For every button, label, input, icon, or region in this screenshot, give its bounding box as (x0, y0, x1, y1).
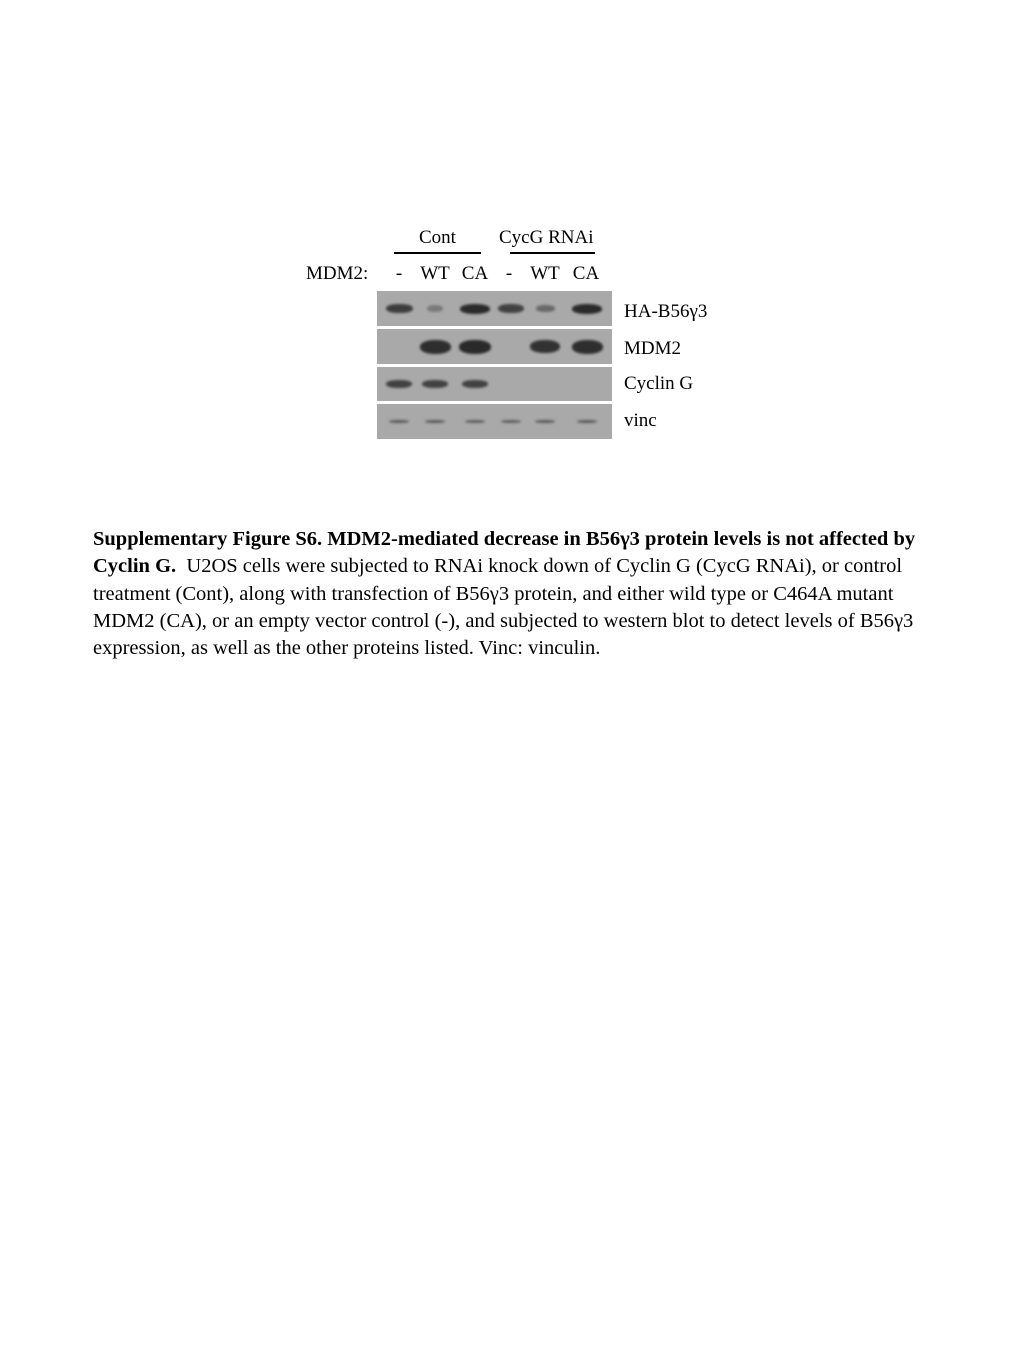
caption-title: Supplementary Figure S6. MDM2-mediated decrease in B56γ3 protein levels is not affected by Cyclin G. (93, 528, 916, 578)
protein-label-cyclin-g: Cyclin G (624, 373, 694, 394)
figure-caption (93, 526, 953, 662)
western-blot-figure (0, 0, 1024, 460)
protein-label-vinc: vinc (624, 410, 657, 431)
blot-band (422, 380, 448, 388)
blot-band (386, 380, 412, 388)
group-bracket-cycg-rnai (510, 252, 595, 254)
blot-band (577, 420, 597, 423)
blot-band (427, 305, 443, 312)
blot-panel-vinc (377, 404, 612, 439)
protein-label-ha-b56g3: HA-B56γ3 (624, 301, 708, 322)
group-bracket-cont (394, 252, 481, 254)
blot-panel-cyclin-g (377, 367, 612, 401)
group-label-cycg-rnai: CycG RNAi (499, 227, 594, 248)
blot-band (572, 304, 602, 314)
blot-band (420, 340, 451, 354)
blot-band (465, 420, 485, 423)
lane-label: - (395, 263, 403, 284)
blot-band (535, 420, 555, 423)
blot-band (386, 304, 413, 313)
blot-band (501, 420, 521, 423)
lane-label: WT (530, 263, 560, 284)
lane-label: WT (420, 263, 450, 284)
lane-label: - (505, 263, 513, 284)
blot-band (530, 340, 560, 353)
caption-body: U2OS cells were subjected to RNAi knock down of Cyclin G (CycG RNAi), or control treatment (Cont), along with transfection of B56γ3 protein, and either wild type or C464A mutant MDM2 (CA), or an empty vector control (-), and subjected to western blot to detect levels of B56γ3 expression, as well as the other proteins listed. Vinc: vinculin. (93, 555, 914, 660)
blot-band (459, 340, 491, 354)
blot-band (462, 380, 488, 388)
blot-panel-mdm2 (377, 329, 612, 364)
lane-label: CA (461, 263, 489, 284)
protein-label-mdm2: MDM2 (624, 338, 682, 359)
blot-band (498, 304, 524, 313)
blot-band (572, 340, 603, 354)
mdm2-row-label: MDM2: (306, 263, 369, 284)
group-label-cont: Cont (419, 227, 456, 248)
blot-panel-ha-b56g3 (377, 291, 612, 326)
blot-band (389, 420, 409, 423)
lane-label: CA (572, 263, 600, 284)
blot-band (460, 304, 490, 314)
blot-band (425, 420, 445, 423)
blot-band (536, 305, 555, 312)
